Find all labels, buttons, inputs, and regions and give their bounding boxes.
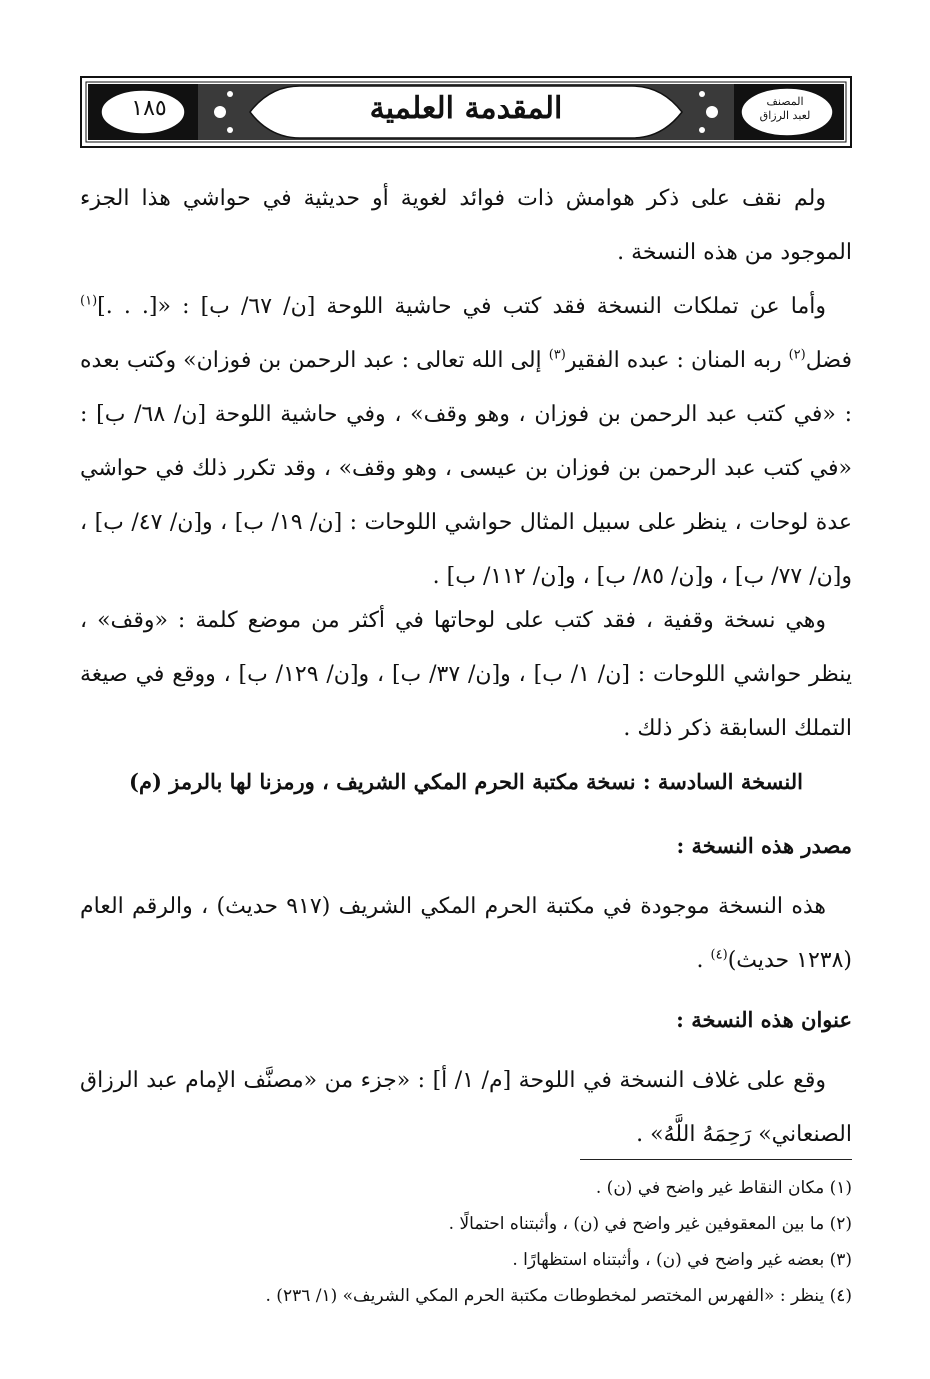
- book-logo: [742, 86, 828, 132]
- footnote-4: (٤) ينظر : «الفهرس المختصر لمخطوطات مكتبة الحرم المكي الشريف» (١/ ٢٣٦) .: [265, 1286, 852, 1306]
- subheading-source: مصدر هذه النسخة :: [676, 833, 852, 858]
- page-number: ١٨٥: [131, 96, 167, 121]
- footnote-1: (١) مكان النقاط غير واضح في (ن) .: [595, 1178, 852, 1198]
- footnote-ref-3[interactable]: (٣): [548, 347, 566, 363]
- section-heading-sixth-copy: النسخة السادسة : نسخة مكتبة الحرم المكي الشريف ، ورمزنا لها بالرمز (م): [129, 769, 803, 794]
- footnote-3: (٣) بعضه غير واضح في (ن) ، وأثبتناه استظهارًا .: [512, 1250, 852, 1270]
- paragraph-3: وهي نسخة وقفية ، فقد كتب على لوحاتها في أكثر من موضع كلمة : «وقف» ، ينظر حواشي اللوحات : [ن/ ١/ ب] ، و[ن/ ٣٧/ ب] ، و[ن/ ١٢٩/ ب] ، ووقع في صيغة التملك السابقة ذكر ذلك .: [80, 608, 853, 741]
- subheading-title: عنوان هذه النسخة :: [676, 1007, 852, 1032]
- paragraph-4: هذه النسخة موجودة في مكتبة الحرم المكي الشريف (٩١٧ حديث) ، والرقم العام (١٢٣٨ حديث)$^{(٤)}$ .: [80, 894, 852, 973]
- footnote-ref-1[interactable]: (١): [80, 293, 98, 309]
- paragraph-2: وأما عن تملكات النسخة فقد كتب في حاشية اللوحة [ن/ ٦٧/ ب] : «[. . .]$^{(١)}$ فضل$^{(٢)}$ ربه المنان : عبده الفقير$^{(٣)}$ إلى الله تعالى : عبد الرحمن بن فوزان» وكتب بعده : «في كتب عبد الرحمن بن فوزان ، وهو وقف» ، وفي حاشية اللوحة [ن/ ٦٨/ ب] : «في كتب عبد الرحمن بن فوزان بن عيسى ، وهو وقف» ، وقد تكرر ذلك في حواشي عدة لوحات ، ينظر على سبيل المثال حواشي اللوحات : [ن/ ١٩/ ب] ، و[ن/ ٤٧/ ب] ، و[ن/ ٧٧/ ب] ، و[ن/ ٨٥/ ب] ، و[ن/ ١١٢/ ب] .: [80, 293, 852, 589]
- footnote-2: (٢) ما بين المعقوفين غير واضح في (ن) ، وأثبتناه احتمالًا .: [448, 1214, 852, 1234]
- footnote-ref-4[interactable]: (٤): [710, 947, 728, 963]
- header-title: المقدمة العلمية: [369, 91, 563, 126]
- paragraph-5: وقع على غلاف النسخة في اللوحة [م/ ١/ أ] : «جزء من «مصنَّف الإمام عبد الرزاق الصنعاني» رَحِمَهُ اللَّهُ» .: [80, 1068, 852, 1147]
- footnote-ref-2[interactable]: (٢): [788, 347, 806, 363]
- logo-line-2: لعبد الرزاق: [759, 109, 811, 122]
- paragraph-1: ولم نقف على ذكر هوامش ذات فوائد لغوية أو حديثية في حواشي هذا الجزء الموجود من هذه النسخة .: [80, 186, 852, 265]
- footnotes-list: [80, 1170, 852, 1314]
- logo-line-1: المصنف: [766, 95, 804, 108]
- footnote-divider: [580, 1159, 852, 1160]
- running-header: [80, 76, 852, 148]
